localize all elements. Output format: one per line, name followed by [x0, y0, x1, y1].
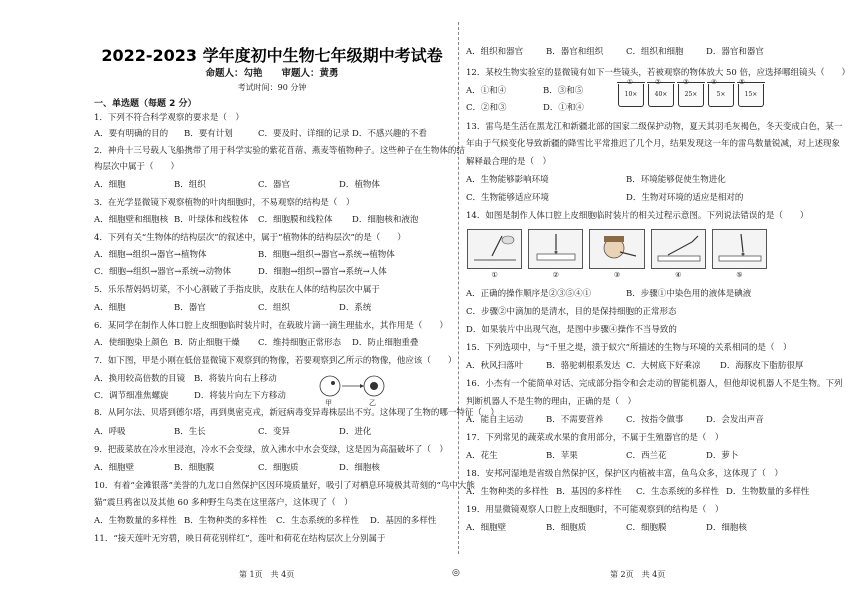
- q1-opt-d: D．不感兴趣的不看: [352, 129, 427, 139]
- column-divider: [458, 22, 459, 554]
- q15-opt-a: A．秋风扫落叶: [466, 361, 524, 371]
- step-5-picture: [712, 229, 767, 279]
- q9-opt-b: B．细胞膜: [174, 463, 215, 473]
- q7-opt-c: C．调节细准焦螺旋: [94, 391, 169, 401]
- question-2: 2．神舟十三号载人飞船携带了用于科学实验的紫花苜蓿、燕麦等植物种子。这些种子在生物体的结: [94, 146, 465, 156]
- q7-opt-b: B．将装片向右上移动: [194, 374, 277, 384]
- question-9: 9．把菠菜放在冷水里浸泡，冷水不会变绿，放入沸水中水会变绿，这是因为高温破坏了（ ）: [94, 445, 448, 455]
- lens-3: 25×: [678, 84, 704, 107]
- q14-opt-b: B．步骤①中染色用的液体是碘液: [626, 289, 752, 299]
- question-12: 12．某校生物实验室的显微镜有如下一些镜头，若被观察的物体放大 50 倍，应选择哪组镜头（ ）: [466, 68, 851, 78]
- q13-opt-c: C．生物能够适应环境: [466, 193, 550, 203]
- q8-opt-a: A．呼吸: [94, 427, 126, 437]
- question-13-cont2: 解释最合理的是（ ）: [466, 157, 552, 167]
- question-10: 10．有着“金滩银落”美誉的九龙口自然保护区因环境质量好，吸引了对栖息环境极其苛刻的“鸟中大熊: [94, 481, 475, 491]
- q15-opt-b: B．骆驼刺根系发达: [546, 361, 621, 371]
- q18-opt-b: B．基因的多样性: [556, 487, 622, 497]
- lens-label-2: ②: [655, 78, 661, 86]
- q8-opt-c: C．变异: [258, 427, 291, 437]
- q11-opt-c: C．组织和细胞: [626, 47, 684, 57]
- q13-opt-d: D．生物对环境的适应是相对的: [626, 193, 744, 203]
- q14-opt-d: D．如果装片中出现气泡，是图中步骤④操作不当导致的: [466, 325, 677, 335]
- question-1: 1．下列不符合科学观察的要求是（ ）: [94, 113, 244, 123]
- question-16: 16．小杰有一个能简单对话、完成部分指令和会走动的智能机器人，但他却说机器人不是生物。下列: [466, 379, 843, 389]
- q8-opt-d: D．进化: [339, 427, 372, 437]
- q19-opt-d: D．细胞核: [706, 523, 747, 533]
- q16-opt-a: A．能自主运动: [466, 415, 524, 425]
- q17-opt-a: A．花生: [466, 451, 498, 461]
- q5-opt-b: B．器官: [174, 303, 206, 313]
- step-5-label: ⑤: [736, 271, 743, 279]
- q16-opt-c: C．按指令做事: [626, 415, 684, 425]
- step-1-picture: [467, 229, 522, 279]
- q16-opt-d: D．会发出声音: [706, 415, 764, 425]
- q18-opt-d: D．生物数量的多样性: [726, 487, 810, 497]
- q3-opt-a: A．细胞壁和细胞核: [94, 215, 169, 225]
- question-10-cont: 猫”震旦鸦雀以及其他 60 多种野生鸟类在这里落户，这体现了（ ）: [94, 498, 353, 508]
- q11-opt-a: A．组织和器官: [466, 47, 524, 57]
- q7-opt-a: A．换用较高倍数的目镜: [94, 374, 186, 384]
- exam-time: 考试时间：90 分钟: [237, 83, 307, 92]
- step-4-picture: [651, 229, 706, 279]
- question-2-cont: 构层次中属于（ ）: [94, 162, 180, 172]
- q11-opt-d: D．器官和器官: [706, 47, 764, 57]
- q6-opt-d: D．防止细胞重叠: [352, 338, 419, 348]
- q1-opt-c: C．要及时、详细的记录: [258, 129, 350, 139]
- q2-opt-a: A．细胞: [94, 180, 126, 190]
- q16-opt-b: B．不需要营养: [546, 415, 604, 425]
- step-4-label: ④: [675, 271, 682, 279]
- exam-authors: 命题人：勾艳 审题人：黄勇: [205, 68, 339, 79]
- q3-opt-b: B．叶绿体和线粒体: [174, 215, 249, 225]
- lens-4: 5×: [708, 84, 734, 107]
- q10-opt-d: D．基因的多样性: [370, 516, 437, 526]
- q6-opt-c: C．维持细胞正常形态: [258, 338, 342, 348]
- step-2-label: ②: [552, 271, 559, 279]
- q6-opt-b: B．防止细胞干燥: [174, 338, 240, 348]
- q5-opt-a: A．细胞: [94, 303, 126, 313]
- q3-opt-c: C．细胞膜和线粒体: [258, 215, 333, 225]
- q19-opt-c: C．细胞膜: [626, 523, 667, 533]
- q2-opt-d: D．植物体: [339, 180, 380, 190]
- q17-opt-c: C．西兰花: [626, 451, 667, 461]
- q15-opt-d: D．海豚皮下脂肪很厚: [720, 361, 804, 371]
- step-2-picture: [528, 229, 583, 279]
- question-13-cont1: 年由于气候变化导致新疆的降雪比平常推迟了几个月，结果发现这一年的雷鸟数量锐减，对上述现象: [466, 139, 841, 149]
- q12-opt-c: C．②和③: [466, 103, 507, 113]
- q9-opt-a: A．细胞壁: [94, 463, 135, 473]
- exam-title: 2022-2023 学年度初中生物七年级期中考试卷: [101, 46, 443, 65]
- q3-opt-d: D．细胞核和液泡: [352, 215, 419, 225]
- q13-opt-b: B．环境能够促使生物进化: [626, 175, 726, 185]
- q1-opt-b: B．要有计划: [184, 129, 233, 139]
- q18-opt-c: C．生态系统的多样性: [636, 487, 720, 497]
- footer-page-left: 第 1页 共 4页: [239, 570, 295, 579]
- slide-preparation-steps: [467, 229, 767, 277]
- question-5: 5．乐乐帮妈妈切菜，不小心割破了手指皮肤，皮肤在人体的结构层次中属于: [94, 285, 380, 295]
- question-18: 18．安邦河湿地是省级自然保护区，保护区内植被丰富，鱼鸟众多，这体现了（ ）: [466, 469, 783, 479]
- q12-opt-a: A．①和④: [466, 86, 507, 96]
- q10-opt-c: C．生态系统的多样性: [276, 516, 360, 526]
- q17-opt-d: D．萝卜: [706, 451, 739, 461]
- q8-opt-b: B．生长: [174, 427, 206, 437]
- step-3-label: ③: [613, 271, 621, 279]
- question-7: 7．如下图，甲是小刚在低倍显微镜下观察到的物像，若要观察到乙所示的物像，他应该（ ）: [94, 356, 457, 366]
- q2-opt-c: C．器官: [258, 180, 291, 190]
- lens-1: 10×: [618, 84, 644, 107]
- q5-opt-c: C．组织: [258, 303, 291, 313]
- lens-set: [618, 84, 766, 110]
- q1-opt-a: A．要有明确的目的: [94, 129, 169, 139]
- lens-label-1: ①: [627, 78, 633, 86]
- section-heading: 一、单选题（每题 2 分）: [94, 99, 197, 109]
- question-4: 4．下列有关“生物体的结构层次”的叙述中，属于“植物体的结构层次”的是（ ）: [94, 233, 406, 243]
- q4-opt-a: A．细胞→组织→器官→植物体: [94, 250, 207, 260]
- q12-opt-b: B．③和⑤: [543, 86, 584, 96]
- q14-opt-a: A．正确的操作顺序是②③⑤④①: [466, 289, 592, 299]
- q9-opt-c: C．细胞质: [258, 463, 299, 473]
- q19-opt-a: A．细胞壁: [466, 523, 507, 533]
- q12-opt-d: D．①和④: [543, 103, 584, 113]
- question-3: 3．在光学显微镜下观察植物的叶肉细胞时，不易观察的结构是（ ）: [94, 198, 355, 208]
- lens-label-3: ③: [683, 78, 689, 86]
- step-1-label: ①: [491, 271, 498, 279]
- q17-opt-b: B．苹果: [546, 451, 578, 461]
- q18-opt-a: A．生物种类的多样性: [466, 487, 549, 497]
- q14-opt-c: C．步骤②中滴加的是清水，目的是保持细胞的正常形态: [466, 307, 677, 317]
- q7-opt-d: D．将装片向左下方移动: [194, 391, 286, 401]
- q10-opt-a: A．生物数量的多样性: [94, 516, 177, 526]
- step-3-picture: [589, 229, 644, 279]
- q4-opt-c: C．细胞→组织→器官→系统→动物体: [94, 267, 231, 277]
- q15-opt-c: C．大树底下好乘凉: [626, 361, 701, 371]
- lens-5: 15×: [738, 84, 764, 107]
- q4-opt-b: B．细胞→组织→器官→系统→植物体: [258, 250, 395, 260]
- question-11: 11．“接天莲叶无穷碧，映日荷花别样红”，莲叶和荷花在结构层次上分别属于: [94, 534, 386, 544]
- question-13: 13．雷鸟是生活在黑龙江和新疆北部的国家二级保护动物，夏天其羽毛灰褐色，冬天变成白色，某一: [466, 122, 843, 132]
- lens-label-4: ④: [711, 78, 717, 86]
- q4-opt-d: D．细胞→组织→器官→系统→人体: [258, 267, 387, 277]
- question-16-cont: 判断机器人不是生物的理由，正确的是（ ）: [466, 397, 637, 407]
- q9-opt-d: D．细胞核: [339, 463, 380, 473]
- q2-opt-b: B．组织: [174, 180, 206, 190]
- q11-opt-b: B．器官和组织: [546, 47, 604, 57]
- q19-opt-b: B．细胞质: [546, 523, 587, 533]
- question-6: 6．某同学在制作人体口腔上皮细胞临时装片时，在载玻片滴一滴生理盐水，其作用是（ ）: [94, 321, 448, 331]
- question-19: 19．用显微镜观察人口腔上皮细胞时，不可能观察到的结构是（ ）: [466, 505, 724, 515]
- q6-opt-a: A．使细胞染上颜色: [94, 338, 169, 348]
- q13-opt-a: A．生物能够影响环境: [466, 175, 549, 185]
- question-15: 15．下列选项中，与“千里之堤，溃于蚁穴”所描述的生物与环境的关系相同的是（ ）: [466, 343, 792, 353]
- diagram-label-jia: 甲: [325, 399, 332, 407]
- footer-copyright-mark: ◎: [452, 568, 460, 578]
- diagram-label-yi: 乙: [369, 399, 376, 407]
- lens-2: 40×: [648, 84, 674, 107]
- question-14: 14．如图是制作人体口腔上皮细胞临时装片的相关过程示意图。下列说法错误的是（ ）: [466, 211, 809, 221]
- footer-page-right: 第 2页 共 4页: [610, 570, 666, 579]
- question-17: 17．下列常见的蔬菜或水果的食用部分，不属于生殖器官的是（ ）: [466, 433, 724, 443]
- q5-opt-d: D．系统: [339, 303, 372, 313]
- q10-opt-b: B．生物种类的多样性: [184, 516, 267, 526]
- lens-label-5: ⑤: [739, 78, 745, 86]
- question-8: 8．从阿尔法、贝塔到德尔塔，再到奥密克戎，新冠病毒变异毒株层出不穷。这体现了生物的哪一特征（ ）: [94, 408, 499, 418]
